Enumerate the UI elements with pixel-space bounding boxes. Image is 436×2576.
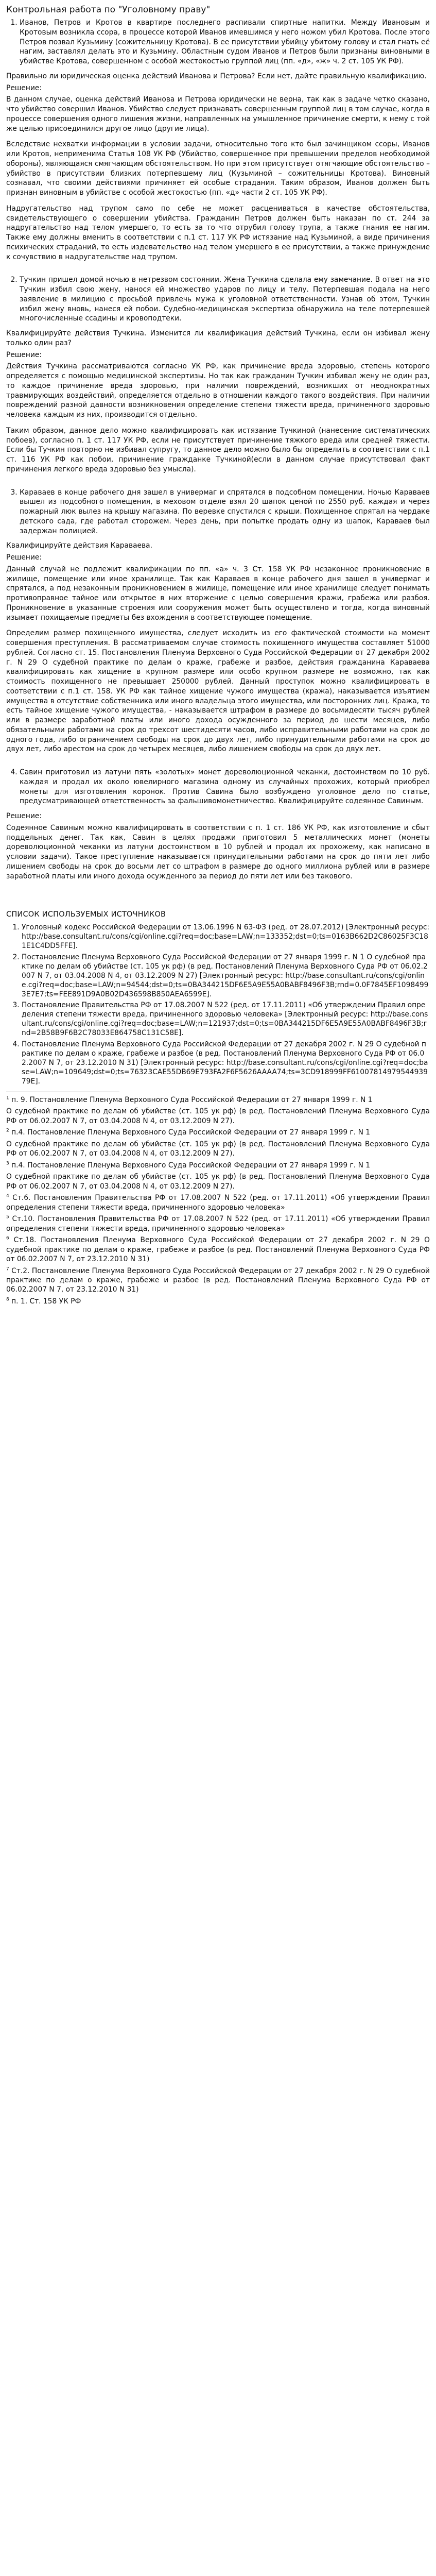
footnote	[6, 1235, 430, 1264]
answer-paragraph: Таким образом, данное дело можно квалифицировать как истязание Тучкиной (нанесение систематических побоев), согласно п. 1 ст. 117 УК РФ, если не присутствует причинение тяжкого вреда или средней тяжести. Если бы Тучкин повторно не избивал супругу, то данное дело можно было бы определить в соответствии с п.1 ст. 116 УК РФ как побои, причинение гражданке Тучкиной(если в данном случае присутствовал факт причинения легкого вреда здоровью без умысла).	[6, 426, 430, 473]
answer-paragraph: Определим размер похищенного имущества, следует исходить из его фактической стоимости на момент совершения преступления. В рассматриваемом случае стоимость похищенного имущества составляет 51000 рублей. Согласно ст. 15. Постановления Пленума Верховного Суда Российской Федерации от 27 декабря 2002 г. N 29 О судебной практике по делам о краже, грабеже и разбое, действия гражданина Караваева квалифицировать как хищение в крупном размере или особо крупном размере не возможно, так как стоимость похищенного не превышает 250000 рублей. Данный проступок можно квалифицировать в соответствии с п.1 ст. 158. УК РФ как тайное хищение чужого имущества (кража), наказывается изъятием имущества в отсутствие собственника или иного владельца этого имущества, или посторонних лиц. Кража, то есть тайное хищение чужого имущества, - наказывается штрафом в размере до восьмидесяти тысяч рублей или в размере заработной платы или иного дохода осужденного за период до шести месяцев, либо обязательными работами на срок до трехсот шестидесяти часов, либо исправительными работами на срок до одного года, либо ограничением свободы на срок до двух лет, либо принудительными работами на срок до двух лет, либо арестом на срок до четырех месяцев, либо лишением свободы на срок до двух лет.	[6, 629, 430, 754]
section-spacer	[6, 887, 430, 910]
answer-paragraph: Данный случай не подлежит квалификации по пп. «а» ч. 3 Ст. 158 УК РФ незаконное проникновение в жилище, помещение или иное хранилище. Так как Караваев в конце рабочего дня зашел в универмаг и спрятался, а под незаконным проникновением в жилище, помещение или иное хранилище следует понимать противоправное тайное или открытое в них вторжение с целью совершения кражи, грабежа или разбоя. Проникновение в указанные строения или сооружения может быть осуществлено и тогда, когда виновный изымает похищаемые предметы без вхождения в соответствующее помещение.	[6, 565, 430, 622]
footnote-text: п.4. Постановление Пленума Верховного Суда Российской Федерации от 27 января 1999 г. N 1	[11, 1161, 371, 1170]
footnote-mark: 1	[6, 1095, 9, 1101]
source-item: 1. Уголовный кодекс Российской Федерации от 13.06.1996 N 63-ФЗ (ред. от 28.07.2012) [Электронный ресурс: http://base.consultant.ru/cons/cgi/online.cgi?req=doc;base=LAW;n=133352;dst=0;ts=0163B662D2C86025F3C181E1C4DD5FFE].	[22, 923, 430, 951]
task-list	[6, 18, 430, 66]
task-list	[6, 275, 430, 324]
footnote-text: О судебной практике по делам об убийстве (ст. 105 ук рф) (в ред. Постановлений Пленума Верховного Суда РФ от 06.02.2007 N 7, от 03.04.2008 N 4, от 03.12.2009 N 27).	[6, 1107, 430, 1125]
footnote	[6, 1128, 430, 1137]
task-statement: 4. Савин приготовил из латуни пять «золотых» монет дореволюционной чеканки, достоинством по 10 руб. каждая и продал их около ювелирного магазина одному из случайных прохожих, который приобрел монеты для изготовления коронок. Против Савина было возбуждено уголовное дело по статье, предусматривающей ответственность за фальшивомонетничество. Квалифицируйте содеянное Савиным.	[20, 768, 430, 806]
footnote	[6, 1107, 430, 1126]
answer-paragraph: Содеянное Савиным можно квалифицировать в соответствии с п. 1 ст. 186 УК РФ, как изготовление и сбыт поддельных денег. Так как, Савин в целях продажи приготовил 5 металлических монет (монеты дореволюционной чеканки из латуни достоинством в 10 рублей и продал их прохожему, как написано в условии задачи). Такое преступление наказывается принудительными работами на срок до пяти лет либо лишением свободы на срок до восьми лет со штрафом в размере до одного миллиона рублей или в размере заработной платы или иного дохода осужденного за период до пяти лет или без такового.	[6, 823, 430, 880]
answer-label: Решение:	[6, 553, 42, 562]
footnote-text: О судебной практике по делам об убийстве (ст. 105 ук рф) (в ред. Постановлений Пленума Верховного Суда РФ от 06.02.2007 N 7, от 03.04.2008 N 4, от 03.12.2009 N 27).	[6, 1173, 430, 1191]
task-block-2	[6, 275, 430, 474]
task-list	[6, 488, 430, 536]
task-question: Правильно ли юридическая оценка действий Иванова и Петрова? Если нет, дайте правильную квалификацию.	[6, 72, 427, 80]
footnote	[6, 1214, 430, 1233]
answer-label: Решение:	[6, 83, 42, 92]
task-block-3	[6, 488, 430, 755]
task-block-4	[6, 768, 430, 881]
answer-paragraph: В данном случае, оценка действий Иванова и Петрова юридически не верна, так как в задаче четко сказано, что убийство совершил Иванов. Убийство следует признавать совершенным группой лиц в том случае, когда в процессе совершения одного лишения жизни, направленных на умышленное причинение смерти, к нему с той же целью присоединился другое лицо (другие лица).	[6, 95, 430, 133]
footnote-text: п. 1. Ст. 158 УК РФ	[11, 1297, 81, 1306]
footnote-mark: 5	[6, 1214, 9, 1220]
task-block-1	[6, 18, 430, 262]
footnote	[6, 1297, 430, 1306]
source-item: 4. Постановление Пленума Верховного Суда Российской Федерации от 27 декабря 2002 г. N 29 О судебной практике по делам о краже, грабеже и разбое (в ред. Постановлений Пленума Верховного Суда РФ от 06.02.2007 N 7, от 23.12.2010 N 31) [Электронный ресурс: http://base.consultant.ru/cons/cgi/online.cgi?req=doc;base=LAW;n=109649;dst=0;ts=76323CAE55DB69E793FA2F6F5626AAAA74;ts=3CD918999FF6100781497954493979E].	[22, 1040, 430, 1087]
source-item: 2. Постановление Пленума Верховного Суда Российской Федерации от 27 января 1999 г. N 1 О судебной практике по делам об убийстве (ст. 105 ук рф) (в ред. Постановлений Пленума Верховного Суда РФ от 06.02.2007 N 7, от 03.04.2008 N 4, от 03.12.2009 N 27) [Электронный ресурс: http://base.consultant.ru/cons/cgi/online.cgi?req=doc;base=LAW;n=94544;dst=0;ts=0BA344215DF6E5A9E55A0BABF8496F3B;rnd=0.0F7845EF10984993E7E7;ts=FEE891D9A0B02D436598B850AEA6599E].	[22, 953, 430, 999]
footnote-text: Ст.2. Постановление Пленума Верховного Суда Российской Федерации от 27 декабря 2002 г. N 29 О судебной практике по делам о краже, грабеже и разбое (в ред. Постановлений Пленума Верховного Суда РФ от 06.02.2007 N 7, от 23.12.2010 N 31)	[6, 1266, 430, 1294]
answer-paragraph: Действия Тучкина рассматриваются согласно УК РФ, как причинение вреда здоровью, степень которого определяется с помощью медицинской экспертизы. Но так как гражданин Тучкин избивал жену не один раз, то каждое причинение вреда здоровью, при наличии повреждений, возникших от неоднократных травмирующих воздействий, определяется отдельно в отношении каждого такого воздействия. При наличии повреждений разной давности возникновения определение степени тяжести вреда, причиненного здоровью человека каждым из них, производится отдельно.	[6, 362, 430, 419]
task-question: Квалифицируйте действия Тучкина. Изменится ли квалификация действий Тучкина, если он избивал жену только один раз?	[6, 329, 430, 347]
task-statement: 2. Тучкин пришел домой ночью в нетрезвом состоянии. Жена Тучкина сделала ему замечание. В ответ на это Тучкин избил свою жену, нанося ей множество ударов по лицу и телу. Потерпевшая подала на него заявление в милицию с просьбой привлечь мужа к уголовной ответственности. Узнав об этом, Тучкин избил жену вновь, нанеся ей побои. Судебно-медицинская экспертиза обнаружила на теле потерпевшей многочисленные ссадины и кровоподтеки.	[20, 275, 430, 324]
footnotes	[6, 1092, 430, 1307]
footnote-text: О судебной практике по делам об убийстве (ст. 105 ук рф) (в ред. Постановлений Пленума Верховного Суда РФ от 06.02.2007 N 7, от 03.04.2008 N 4, от 03.12.2009 N 27).	[6, 1140, 430, 1158]
footnote-text: Ст.18. Постановления Пленума Верховного Суда Российской Федерации от 27 декабря 2002 г. N 29 О судебной практике по делам о краже, грабеже и разбое (в ред. Постановлений Пленума Верховного Суда РФ от 06.02.2007 N 7, от 23.12.2010 N 31)	[6, 1236, 430, 1264]
footnote-text: Ст.10. Постановления Правительства РФ от 17.08.2007 N 522 (ред. от 17.11.2011) «Об утверждении Правил определения степени тяжести вреда, причиненного здоровью человека»	[6, 1215, 430, 1233]
footnote	[6, 1172, 430, 1191]
footnote-text: Ст.6. Постановления Правительства РФ от 17.08.2007 N 522 (ред. от 17.11.2011) «Об утверждении Правил определения степени тяжести вреда, причиненного здоровью человека»	[6, 1194, 430, 1212]
footnote-text: п.4. Постановление Пленума Верховного Суда Российской Федерации от 27 января 1999 г. N 1	[11, 1128, 371, 1137]
answer-label: Решение:	[6, 350, 42, 359]
footnote-mark: 3	[6, 1161, 9, 1166]
footnote-mark: 8	[6, 1297, 9, 1302]
footnote-mark: 6	[6, 1235, 9, 1241]
answer-label: Решение:	[6, 812, 42, 821]
footnote	[6, 1266, 430, 1295]
footnote-mark: 7	[6, 1266, 9, 1272]
footnote	[6, 1161, 430, 1170]
document-title: Контрольная работа по "Уголовному праву"	[6, 5, 211, 15]
footnote-mark: 4	[6, 1193, 9, 1199]
footnote-mark: 2	[6, 1128, 9, 1133]
task-statement: 1. Иванов, Петров и Кротов в квартире последнего распивали спиртные напитки. Между Ивановым и Кротовым возникла ссора, в процессе которой Иванов имевшимся у него ножом убил Кротова. После этого Петров позвал Кузьмину (сожительницу Кротова). В ее присутствии убийцу убитому голову и стал гнать её нагим, заставлял делать это и Кузьмину. Областным судом Иванов и Петров были признаны виновными в убийстве Кротова, совершенном с особой жестокостью группой лиц (пп. «д», «ж» ч. 2 ст. 105 УК РФ).	[20, 18, 430, 66]
sources-heading: СПИСОК ИСПОЛЬЗУЕМЫХ ИСТОЧНИКОВ	[6, 910, 166, 919]
footnote-text: п. 9. Постановление Пленума Верховного Суда Российской Федерации от 27 января 1999 г. N 1	[11, 1095, 373, 1104]
task-question: Квалифицируйте действия Караваева.	[6, 541, 152, 550]
answer-paragraph: Вследствие нехватки информации в условии задачи, относительно того кто был зачинщиком ссоры, Иванов или Кротов, неприменима Статья 108 УК РФ (Убийство, совершенное при превышении пределов необходимой обороны), являющаяся смягчающим обстоятельством. Но при этом присутствует отягчающие обстоятельство – убийство в присутствии близких потерпевшему лиц (Кузьминой – сожительницы Кротова). Виновный сознавал, что своими действиями причиняет ей особые страдания. Таким образом, Иванов должен быть признан виновным в убийстве с особой жестокостью (пп. «д» части 2 ст. 105 УК РФ).	[6, 140, 430, 197]
task-statement: 3. Караваев в конце рабочего дня зашел в универмаг и спрятался в подсобном помещении. Ночью Караваев вышел из подсобного помещения, в меховом отделе взял 20 шапок ценой по 2550 руб. каждая и через пожарный люк вылез на крышу магазина. По веревке спустился с крыши. Похищенное спрятал на чердаке детского сада, где работал сторожем. Через день, при попытке продать одну из шапок, Караваев был задержан полицией.	[20, 488, 430, 536]
footnote	[6, 1193, 430, 1212]
answer-paragraph: Надругательство над трупом само по себе не может расцениваться в качестве обстоятельства, свидетельствующего о совершении убийства. Гражданин Петров должен быть наказан по ст. 244 за надругательство над телом умершего, то есть за то что отрубил голову трупа, а также гнания ее нагим. Также ему должны вменить в соответствии с п.1 ст. 117 УК РФ истязание над Кузьминой, а виде причинения психических страданий, то есть издевательство над телом умершего в ее присутствии, а также принуждение к сочувствию в надругательстве над трупом.	[6, 204, 430, 261]
footnote	[6, 1095, 430, 1105]
footnote	[6, 1140, 430, 1159]
source-item: 3. Постановление Правительства РФ от 17.08.2007 N 522 (ред. от 17.11.2011) «Об утверждении Правил определения степени тяжести вреда, причиненного здоровью человека» [Электронный ресурс: http://base.consultant.ru/cons/cgi/online.cgi?req=doc;base=LAW;n=121937;dst=0;ts=0BA344215DF6E5A9E55A0BABF8496F3B;rnd=2B58B9F6B2C78033E864758C131C58E].	[22, 1001, 430, 1038]
sources-list	[6, 923, 430, 1087]
task-list	[6, 768, 430, 806]
